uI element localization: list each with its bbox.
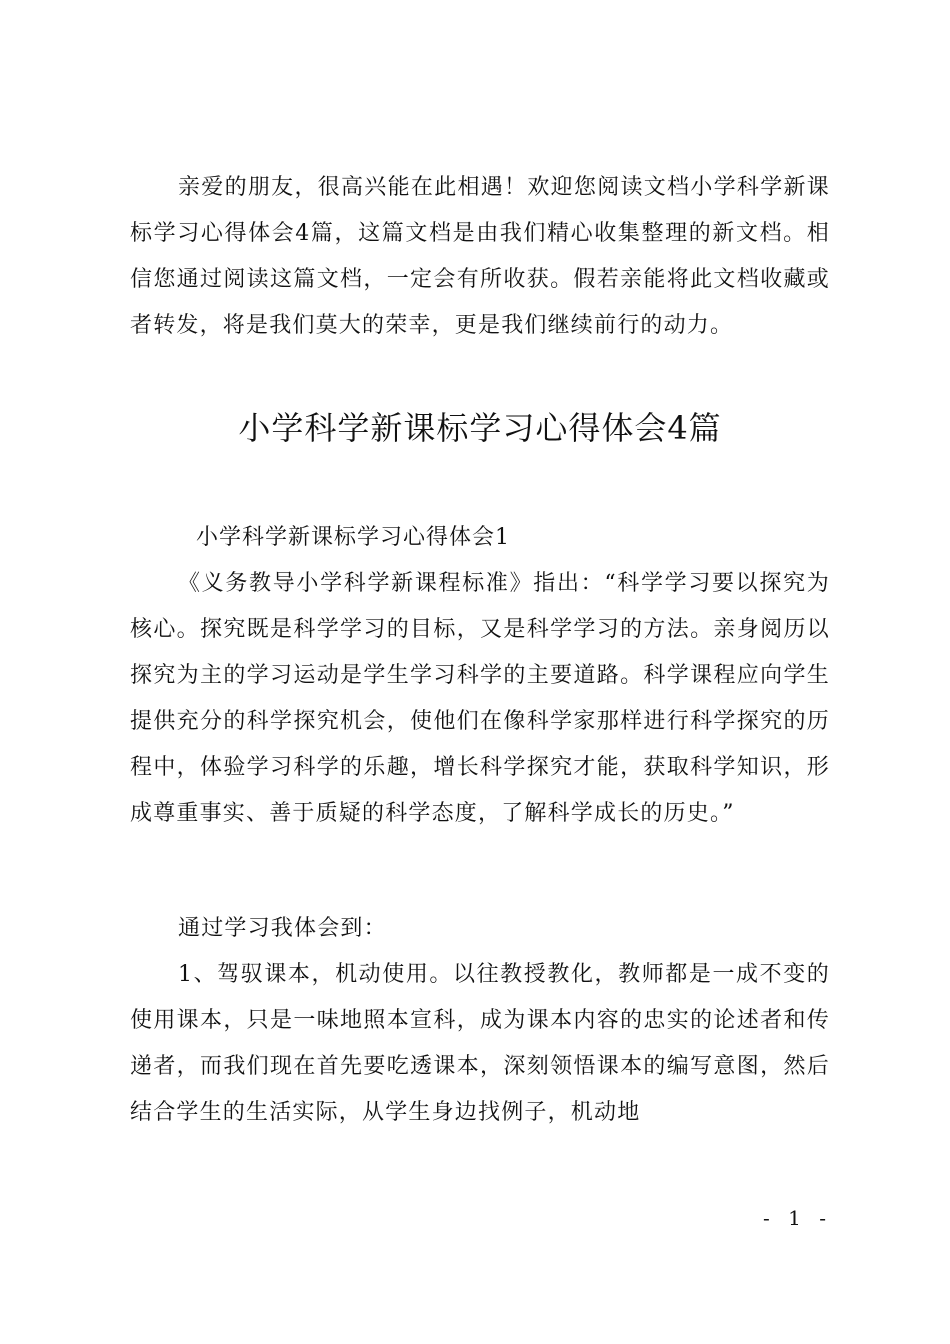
body-paragraph-point-one: 1、驾驭课本，机动使用。以往教授教化，教师都是一成不变的使用课本，只是一味地照本宣科，成为课本内容的忠实的论述者和传递者，而我们现在首先要吃透课本，深刻领悟课本的编写意图，然后结合学生的生活实际，从学生身边找例子，机动地 xyxy=(130,962,830,1125)
body-paragraph-standard-quote: 《义务教导小学科学新课程标准》指出：“科学学习要以探究为核心。探究既是科学学习的目标，又是科学学习的方法。亲身阅历以探究为主的学习运动是学生学习科学的主要道路。科学课程应向学生提供充分的科学探究机会，使他们在像科学家那样进行科学探究的历程中，体验学习科学的乐趣，增长科学探究才能，获取科学知识，形成尊重事实、善于质疑的科学态度，了解科学成长的历史。” xyxy=(130,571,830,826)
body-paragraph-learning-note: 通过学习我体会到： xyxy=(178,916,387,941)
document-title: 小学科学新课标学习心得体会4篇 xyxy=(238,409,722,447)
page-number: - 1 - xyxy=(763,1206,832,1230)
intro-paragraph: 亲爱的朋友，很高兴能在此相遇！欢迎您阅读文档小学科学新课标学习心得体会4篇，这篇文档是由我们精心收集整理的新文档。相信您通过阅读这篇文档，一定会有所收获。假若亲能将此文档收藏或者转发，将是我们莫大的荣幸，更是我们继续前行的动力。 xyxy=(130,175,830,338)
section-heading: 小学科学新课标学习心得体会1 xyxy=(196,525,510,550)
